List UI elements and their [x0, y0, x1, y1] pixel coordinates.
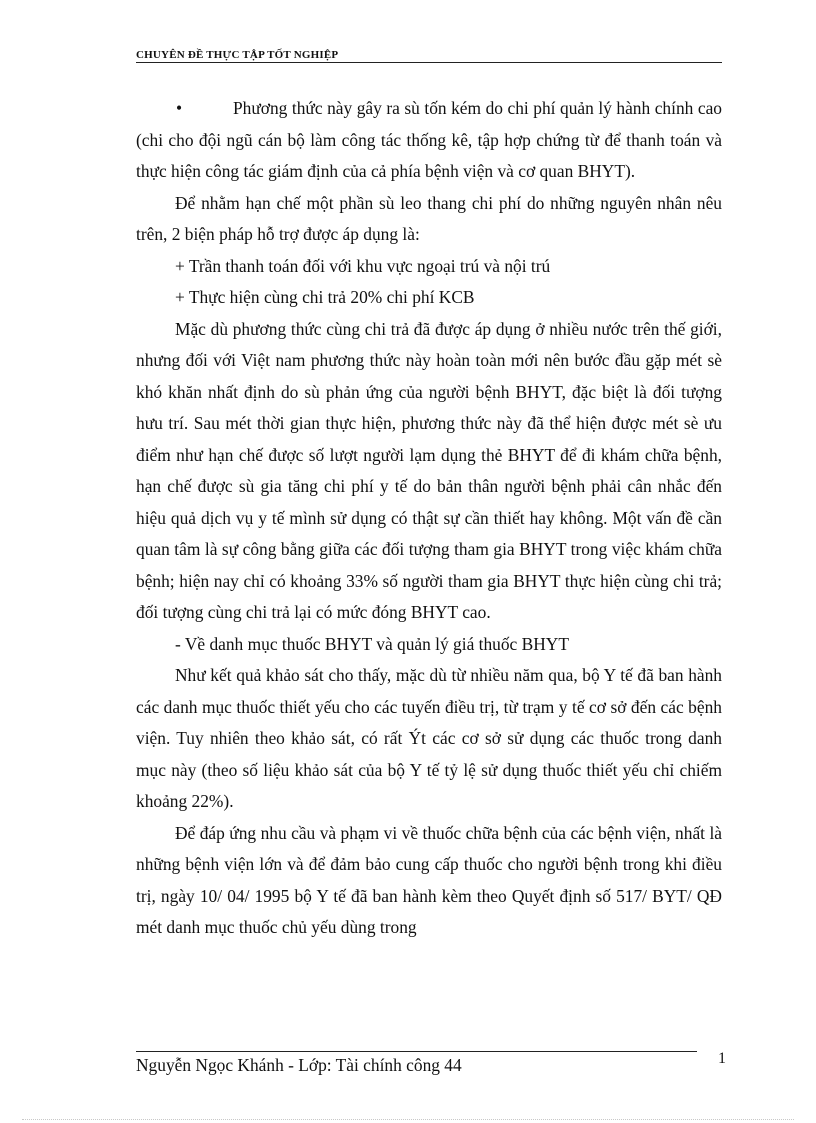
- paragraph-bullet: [136, 93, 722, 188]
- page-number: 1: [718, 1050, 726, 1067]
- paragraph: Mặc dù phương thức cùng chi trả đã được áp dụng ở nhiều nước trên thế giới, nhưng đối với Việt nam phương thức này hoàn toàn mới nên bước đầu gặp mét sè khó khăn nhất định do sù phản ứng của người bệnh BHYT, đặc biệt là đối tượng hưu trí. Sau mét thời gian thực hiện, phương thức này đã thể hiện được mét sè ưu điểm như hạn chế được số lượt người lạm dụng thẻ BHYT để đi khám chữa bệnh, hạn chế được sù gia tăng chi phí y tế do bản thân người bệnh phải cân nhắc đến hiệu quả dịch vụ y tế mình sử dụng có thật sự cần thiết hay không. Một vấn đề cần quan tâm là sự công bằng giữa các đối tượng tham gia BHYT trong việc khám chữa bệnh; hiện nay chỉ có khoảng 33% số người tham gia BHYT thực hiện cùng chi trả; đối tượng cùng chi trả lại có mức đóng BHYT cao.: [136, 318, 722, 622]
- footer-divider: [136, 1051, 697, 1052]
- running-header: CHUYÊN ĐỀ THỰC TẬP TỐT NGHIỆP: [136, 49, 722, 63]
- paragraph: Để đáp ứng nhu cầu và phạm vi về thuốc chữa bệnh của các bệnh viện, nhất là những bệnh viện lớn và để đảm bảo cung cấp thuốc cho người bệnh trong khi điều trị, ngày 10/ 04/ 1995 bộ Y tế đã ban hành kèm theo Quyết định số 517/ BYT/ QĐ mét danh mục thuốc chủ yếu dùng trong: [136, 822, 722, 937]
- paragraph-text: Phương thức này gây ra sù tốn kém do chi phí quản lý hành chính cao (chi cho đội ngũ cán bộ làm công tác thống kê, tập hợp chứng từ để thanh toán và thực hiện công tác giám định của cả phía bệnh viện và cơ quan BHYT).: [136, 98, 722, 181]
- paragraph: + Thực hiện cùng chi trả 20% chi phí KCB: [175, 287, 475, 307]
- paragraph: - Về danh mục thuốc BHYT và quản lý giá thuốc BHYT: [175, 633, 569, 654]
- footer-author: Nguyễn Ngọc Khánh - Lớp: Tài chính công 44: [136, 1055, 462, 1075]
- bullet-icon: •: [176, 98, 183, 118]
- paragraph: + Trần thanh toán đối với khu vực ngoại trú và nội trú: [175, 255, 551, 276]
- paragraph: Như kết quả khảo sát cho thấy, mặc dù từ nhiều năm qua, bộ Y tế đã ban hành các danh mục thuốc thiết yếu cho các tuyến điều trị, từ trạm y tế cơ sở đến các bệnh viện. Tuy nhiên theo khảo sát, có rất Ýt các cơ sở sử dụng các thuốc trong danh mục này (theo số liệu khảo sát của bộ Y tế tỷ lệ sử dụng thuốc thiết yếu chỉ chiếm khoảng 22%).: [136, 665, 722, 811]
- page-bottom-edge: [22, 1119, 794, 1120]
- document-body: [136, 93, 722, 944]
- paragraph: Để nhằm hạn chế một phần sù leo thang chi phí do những nguyên nhân nêu trên, 2 biện pháp hỗ trợ được áp dụng là:: [136, 192, 722, 244]
